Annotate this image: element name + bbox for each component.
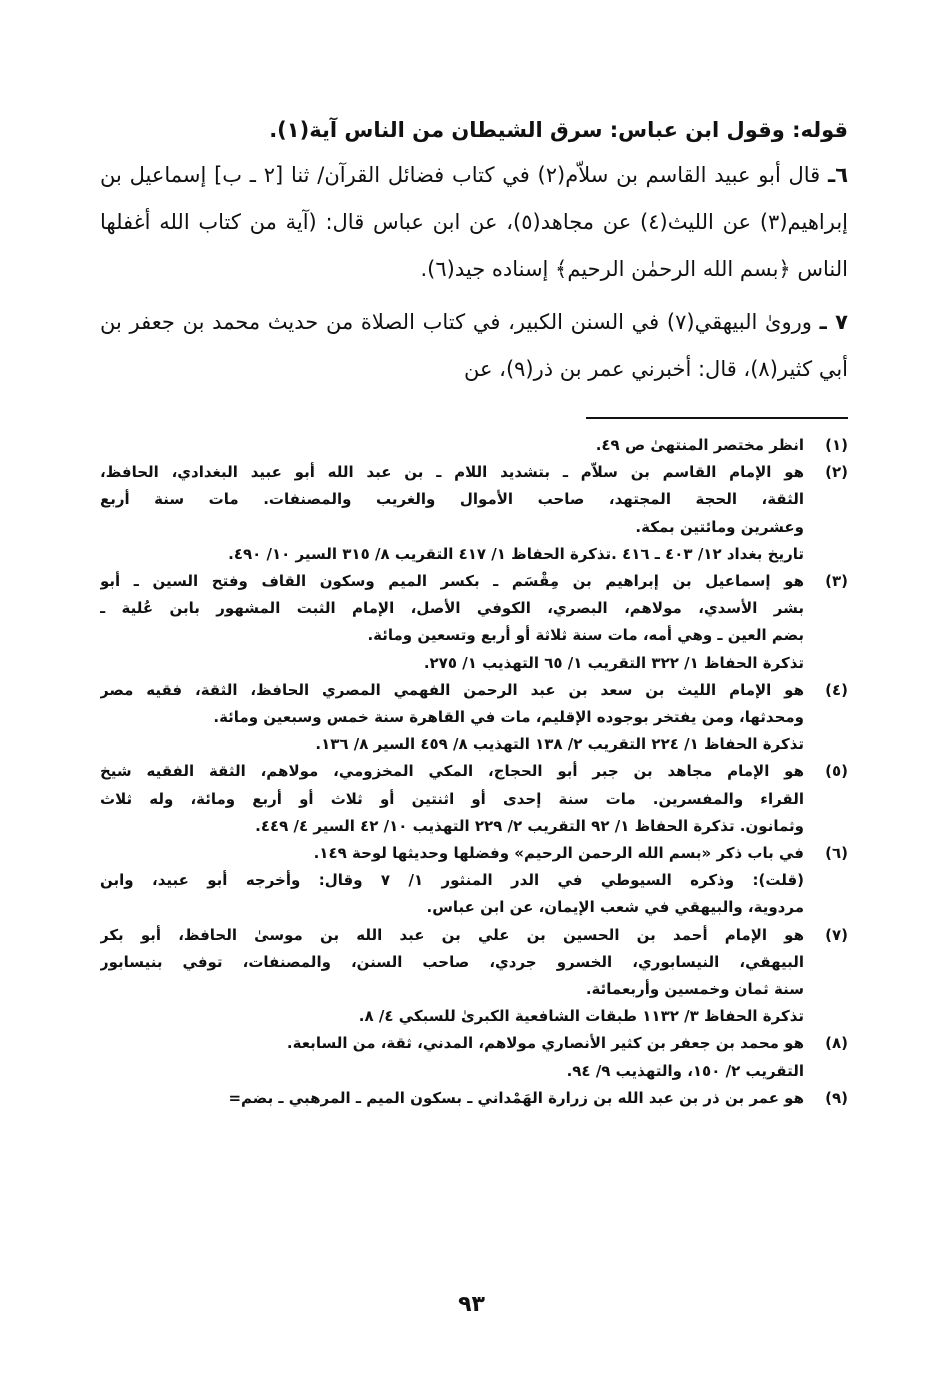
footnote-body xyxy=(100,922,804,1031)
entry-number: ٦ـ xyxy=(828,163,849,187)
section-heading: قوله: وقول ابن عباس: سرق الشيطان من الناس آية(١). xyxy=(269,118,848,142)
footnote-1 xyxy=(100,432,848,459)
footnote-line: هو الإمام الليث بن سعد بن عبد الرحمن الفهمي المصري الحافظ، الثقة، فقيه مصر xyxy=(100,680,804,699)
footnote-9 xyxy=(100,1085,848,1112)
footnote-line: التقريب ٢/ ١٥٠، والتهذيب ٩/ ٩٤. xyxy=(566,1061,804,1080)
entry-text: وروىٰ البيهقي(٧) في السنن الكبير، في كتاب الصلاة من حديث محمد بن جعفر بن أبي كثير(٨)، قال: أخبرني عمر بن ذر(٩)، عن xyxy=(100,310,848,381)
footnote-number: (٢) xyxy=(825,463,848,482)
footnote-4 xyxy=(100,677,848,759)
footnote-line: هو إسماعيل بن إبراهيم بن مِقْسَم ـ بكسر الميم وسكون القاف وفتح السين ـ أبو xyxy=(100,572,804,591)
footnote-body xyxy=(100,677,804,759)
footnote-body xyxy=(100,1085,804,1112)
footnote-body xyxy=(100,432,804,459)
footnote-line: هو عمر بن ذر بن عبد الله بن زرارة الهَمْداني ـ بسكون الميم ـ المرهبي ـ بضم= xyxy=(228,1088,804,1107)
footnote-line: وثمانون. تذكرة الحفاظ ١/ ٩٢ التقريب ٢/ ٢٢٩ التهذيب ١٠/ ٤٢ السير ٤/ ٤٤٩. xyxy=(255,816,804,835)
footnote-7 xyxy=(100,922,848,1031)
footnote-body xyxy=(100,459,804,568)
footnote-line: هو الإمام أحمد بن الحسين بن علي بن عبد الله بن موسىٰ الحافظ، أبو بكر xyxy=(100,925,804,944)
footnote-number: (٨) xyxy=(825,1034,848,1053)
footnote-8 xyxy=(100,1030,848,1084)
footnote-number: (٧) xyxy=(825,925,848,944)
footnote-line: تاريخ بغداد ١٢/ ٤٠٣ ـ ٤١٦ .تذكرة الحفاظ ١/ ٤١٧ التقريب ٨/ ٣١٥ السير ١٠/ ٤٩٠. xyxy=(228,544,804,563)
footnote-line: انظر مختصر المنتهىٰ ص ٤٩. xyxy=(595,436,804,454)
footnote-line: في باب ذكر «بسم الله الرحمن الرحيم» وفضلها وحديثها لوحة ١٤٩. xyxy=(313,844,804,863)
footnote-line: بضم العين ـ وهي أمه، مات سنة ثلاثة أو أربع وتسعين ومائة. xyxy=(367,626,804,645)
footnote-line: الثقة، الحجة المجتهد، صاحب الأموال والغريب والمصنفات. مات سنة أربع xyxy=(100,490,804,509)
footnote-body xyxy=(100,1030,804,1084)
footnote-body xyxy=(100,840,804,922)
footnote-6 xyxy=(100,840,848,922)
footnote-line: وعشرين ومائتين بمكة. xyxy=(635,517,804,536)
footnote-line: مردوية، والبيهقي في شعب الإيمان، عن ابن عباس. xyxy=(426,898,804,917)
footnote-line: سنة ثمان وخمسين وأربعمائة. xyxy=(585,980,804,999)
footnote-2 xyxy=(100,459,848,568)
footnote-number: (٤) xyxy=(825,680,848,699)
footnote-3 xyxy=(100,568,848,677)
entry-text: قال أبو عبيد القاسم بن سلاّم(٢) في كتاب فضائل القرآن/ ثنا [٢ ـ ب] إسماعيل بن إبراهيم(٣) عن الليث(٤) عن مجاهد(٥)، عن ابن عباس قال: (آية من كتاب الله أغفلها الناس ﴿بسم الله الرحمٰن الرحيم﴾ إسناده جيد(٦). xyxy=(100,163,848,281)
page-number: ٩٣ xyxy=(458,1292,485,1317)
footnote-number: (٩) xyxy=(825,1088,848,1107)
footnote-line: (قلت): وذكره السيوطي في الدر المنثور ١/ ٧ وقال: وأخرجه أبو عبيد، وابن xyxy=(100,871,804,890)
footnote-number: (٥) xyxy=(825,762,848,781)
entry-number: ٧ ـ xyxy=(819,310,848,334)
entry-6 xyxy=(100,152,848,293)
footnote-5 xyxy=(100,758,848,840)
footnote-line: تذكرة الحفاظ ١/ ٣٢٢ التقريب ١/ ٦٥ التهذيب ١/ ٢٧٥. xyxy=(423,653,804,672)
footnote-line: تذكرة الحفاظ ٣/ ١١٣٢ طبقات الشافعية الكبرىٰ للسبكي ٤/ ٨. xyxy=(358,1007,804,1026)
entry-7 xyxy=(100,299,848,393)
footnote-line: بشر الأسدي، مولاهم، البصري، الكوفي الأصل، الإمام الثبت المشهور بابن عُلية ـ xyxy=(100,599,804,618)
footnote-line: ومحدثها، ومن يفتخر بوجوده الإقليم، مات في القاهرة سنة خمس وسبعين ومائة. xyxy=(213,708,804,727)
footnote-body xyxy=(100,758,804,840)
footnote-line: البيهقي، النيسابوري، الخسرو جردي، صاحب السنن، والمصنفات، توفي بنيسابور xyxy=(100,952,804,971)
footnote-line: هو محمد بن جعفر بن كثير الأنصاري مولاهم، المدني، ثقة، من السابعة. xyxy=(286,1034,804,1053)
footnote-line: تذكرة الحفاظ ١/ ٢٢٤ التقريب ٢/ ١٣٨ التهذيب ٨/ ٤٥٩ السير ٨/ ١٣٦. xyxy=(315,735,804,754)
footnote-number: (٦) xyxy=(825,844,848,863)
footnote-number: (٣) xyxy=(825,572,848,591)
footnote-line: هو الإمام مجاهد بن جبر أبو الحجاج، المكي المخزومي، مولاهم، الثقة الفقيه شيخ xyxy=(100,762,804,781)
footnote-divider xyxy=(586,417,848,419)
footnote-line: هو الإمام القاسم بن سلاّم ـ بتشديد اللام ـ بن عبد الله أبو عبيد البغدادي، الحافظ، xyxy=(100,463,804,482)
footnote-body xyxy=(100,568,804,677)
footnote-number: (١) xyxy=(825,436,848,454)
footnotes xyxy=(100,432,848,1112)
footnote-line: القراء والمفسرين. مات سنة إحدى أو اثنتين أو ثلاث أو أربع ومائة، وله ثلاث xyxy=(100,789,804,808)
